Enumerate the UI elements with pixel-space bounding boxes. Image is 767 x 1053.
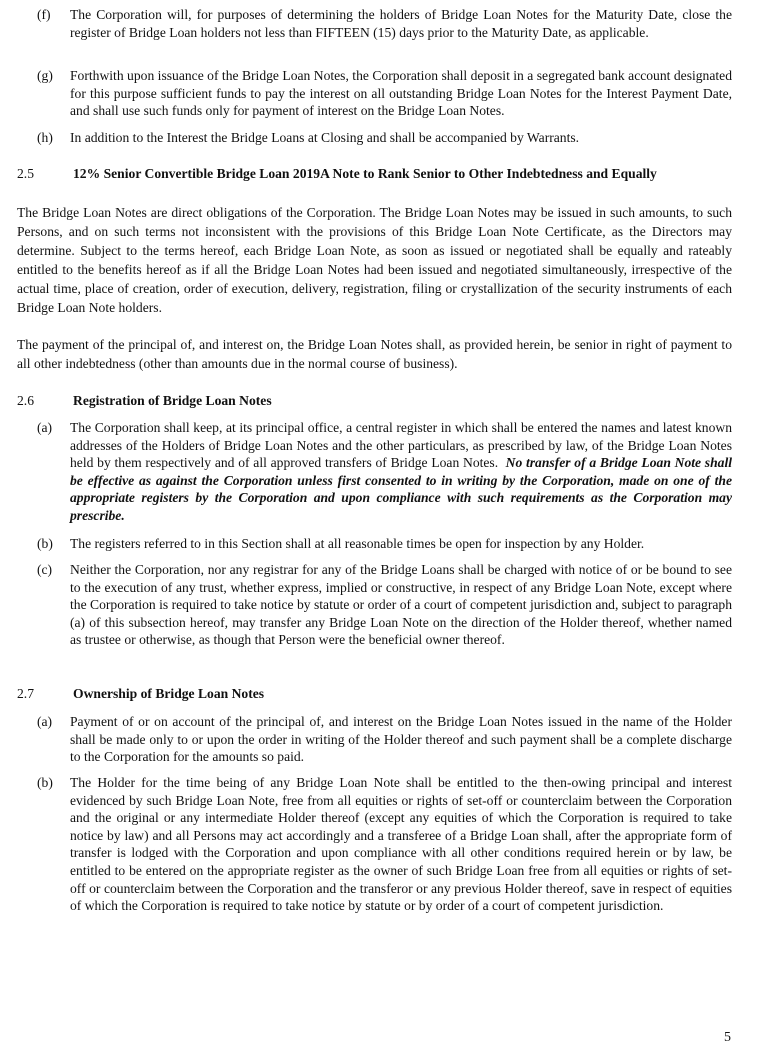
item-label: (a) <box>37 420 53 435</box>
list-item-2-7-a <box>37 713 732 766</box>
list-item-h <box>37 129 732 147</box>
item-label: (h) <box>37 130 53 145</box>
item-text: The registers referred to in this Section shall at all reasonable times be open for inspection by any Holder. <box>70 536 645 551</box>
list-item-2-6-b <box>37 535 732 553</box>
item-text: Payment of or on account of the principal of, and interest on the Bridge Loan Notes issued in the name of the Holder shall be made only to or upon the order in writing of the Holder thereof and such payment shall be a complete discharge to the Corporation for the amounts so paid. <box>70 714 732 765</box>
item-label: (a) <box>37 714 53 729</box>
section-2-5-paragraph-1: The Bridge Loan Notes are direct obligations of the Corporation. The Bridge Loan Notes may be issued in such amounts, to such Persons, and on such terms not inconsistent with the provisions of this Bridge Loan Note Certificate, as the Directors may determine. Subject to the terms hereof, each Bridge Loan Note, as soon as issued or negotiated shall be equally and rateably entitled to the benefits hereof as if all the Bridge Loan Notes had been issued and negotiated simultaneously, irrespective of the actual time, place of creation, order of execution, delivery, registration, filing or crystallization of the security instruments of each Bridge Loan Note holders. <box>17 205 732 315</box>
item-text: The Corporation will, for purposes of determining the holders of Bridge Loan Notes for the Maturity Date, close the register of Bridge Loan holders not less than FIFTEEN (15) days prior to the Maturity Date, as applicable. <box>70 7 732 40</box>
list-item-g <box>37 67 732 120</box>
section-number: 2.5 <box>17 166 34 181</box>
section-number: 2.7 <box>17 686 34 701</box>
item-text: The Holder for the time being of any Bridge Loan Note shall be entitled to the then-owing principal and interest evidenced by such Bridge Loan Note, free from all equities or rights of set-off or counterclaim between the Corporation and the original or any intermediate Holder thereof (except any equities of which the Corporation is required to take notice by law) and all Persons may act accordingly and a transferee of a Bridge Loan shall, after the appropriate form of transfer is lodged with the Corporation and upon compliance with all other conditions required herein or by law, be entitled to be entered on the appropriate register as the owner of such Bridge Loan free from all equities or rights of set-off or counterclaim between the Corporation and the transferor or any previous Holder thereof, save in respect of equities of which the Corporation is required to take notice by statute or by order of a court of competent jurisdiction. <box>70 775 732 914</box>
list-item-2-6-c <box>37 561 732 649</box>
page-number: 5 <box>724 1030 731 1045</box>
list-item-f <box>37 6 732 41</box>
item-text: Neither the Corporation, nor any registrar for any of the Bridge Loans shall be charged with notice of or be bound to see to the execution of any trust, whether express, implied or constructive, in respect of any Bridge Loan Note, except where the Corporation is required to take notice by statute or order of a court of competent jurisdiction and, subject to paragraph (a) of this subsection hereof, may transfer any Bridge Loan Note on the direction of the Holder thereof, whether named as trustee or otherwise, as though that Person were the beneficial owner thereof. <box>70 562 732 648</box>
item-label: (f) <box>37 7 51 22</box>
section-title: 12% Senior Convertible Bridge Loan 2019A Note to Rank Senior to Other Indebtedness and Equally <box>73 166 657 181</box>
section-title: Ownership of Bridge Loan Notes <box>73 686 265 701</box>
item-text <box>70 419 732 525</box>
item-text: In addition to the Interest the Bridge Loans at Closing and shall be accompanied by Warrants. <box>70 130 580 145</box>
item-text: Forthwith upon issuance of the Bridge Loan Notes, the Corporation shall deposit in a segregated bank account designated for this purpose sufficient funds to pay the interest on all outstanding Bridge Loan Notes for the Interest Payment Date, and shall use such funds only for payment of interest on the Bridge Loan Notes. <box>70 68 732 119</box>
item-label: (c) <box>37 562 53 577</box>
item-text-emphasis: No transfer of a Bridge Loan Note shall be effective as against the Corporation unless first consented to in writing by the Corporation, made on one of the appropriate registers by the Corporation and upon compliance with such requirements as the Corporation may prescribe. <box>70 455 733 523</box>
item-text-body: The Corporation shall keep, at its principal office, a central register in which shall be entered the names and latest known addresses of the Holders of Bridge Loan Notes and the other particulars, as prescribed by law, of the Bridge Loan Notes held by them respectively and of all approved transfers of Bridge Loan Notes. <box>70 420 732 471</box>
item-label: (g) <box>37 68 53 83</box>
section-number: 2.6 <box>17 393 34 408</box>
section-2-5-paragraph-2: The payment of the principal of, and interest on, the Bridge Loan Notes shall, as provided herein, be senior in right of payment to all other indebtedness (other than amounts due in the normal course of business). <box>17 337 732 371</box>
section-title: Registration of Bridge Loan Notes <box>73 393 272 408</box>
item-label: (b) <box>37 775 53 790</box>
list-item-2-7-b <box>37 774 732 915</box>
item-label: (b) <box>37 536 53 551</box>
list-item-2-6-a <box>37 419 732 525</box>
